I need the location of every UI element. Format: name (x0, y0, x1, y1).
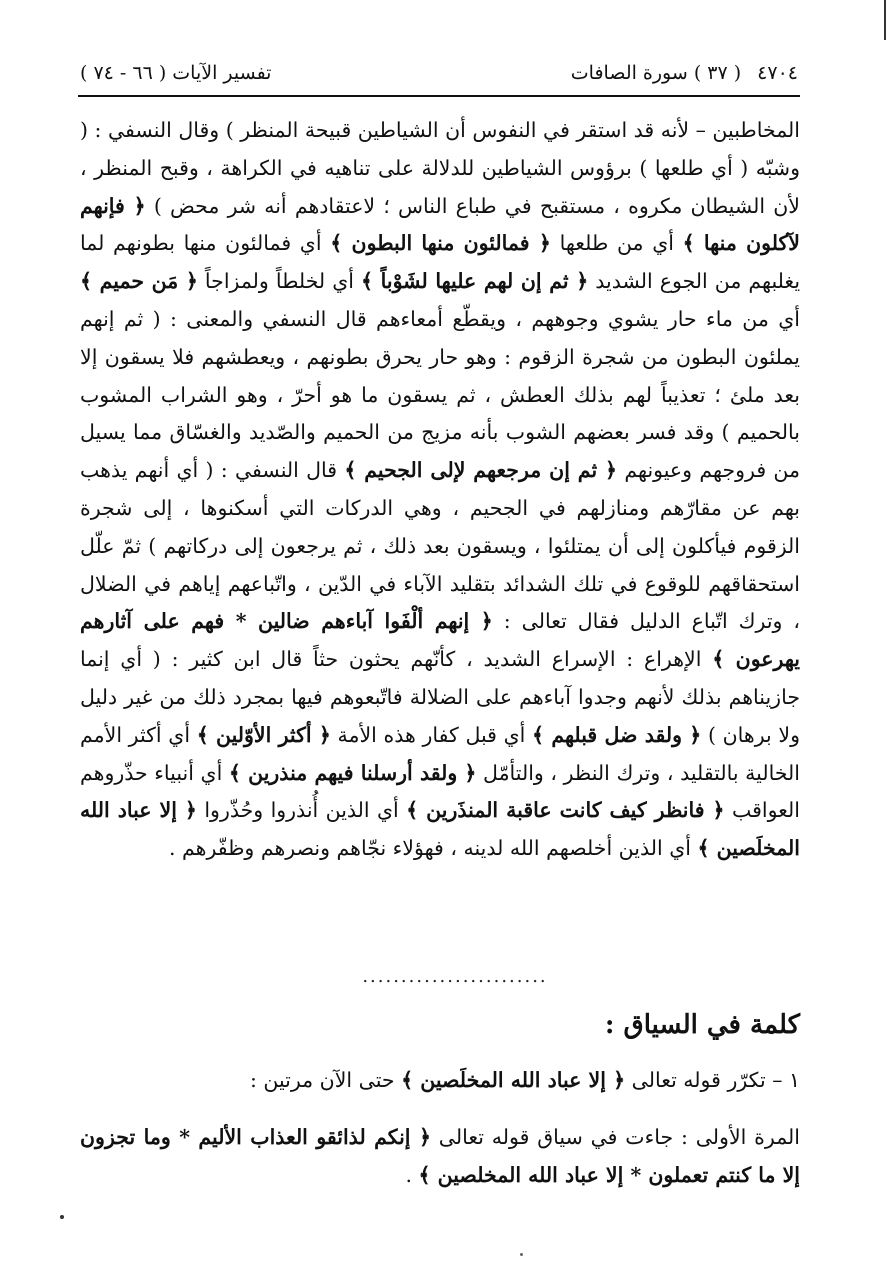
commentary-text: أي من ماء حار يشوي وجوههم ، ويقطّع أمعاءهم قال النسفي والمعنى : ( ثم إنهم يملئون البطون من شجرة الزقوم : وهو حار يحرق بطونهم ، ويعطشهم فلا يسقون إلا بعد ملئ ؛ تعذيباً لهم بذلك العطش ، ثم يسقون ما هو أحرّ ، وهو الشراب المشوب بالحميم ) وقد فسر بعضهم الشوب بأنه مزيج من الحميم والصّديد والغسّاق مما يسيل من فروجهم وعيونهم (80, 306, 800, 483)
commentary-text: أي قبل كفار هذه الأمة (330, 722, 533, 747)
item-verse: ﴿ إلا عباد الله المخلَصين ﴾ (401, 1068, 626, 1092)
bottom-dot (520, 1253, 523, 1256)
para-text-pre: المرة الأولى : جاءت في سياق قوله تعالى (430, 1125, 800, 1149)
page-header (80, 58, 798, 88)
page-edge-mark (884, 0, 886, 40)
quran-verse: ﴿ ثم إن لهم عليها لشَوْباً ﴾ (360, 269, 589, 294)
commentary-text: أي من طلعها (550, 231, 683, 256)
item-text-pre: تكرّر قوله تعالى (625, 1068, 773, 1092)
quran-verse: ﴿ ولقد أرسلنا فيهم منذرين ﴾ (228, 760, 477, 785)
commentary-text: أي لخلطاً ولمزاجاً (197, 269, 361, 294)
quran-verse: ﴿ فمالئون منها البطون ﴾ (330, 231, 551, 256)
first-occurrence-paragraph (80, 1118, 800, 1194)
quran-verse: ﴿ ولقد ضل قبلهم ﴾ (532, 722, 702, 747)
commentary-text: أي أنبياء حذّروهم العواقب (80, 760, 800, 823)
commentary-text: المخاطبين – لأنه قد استقر في النفوس أن الشياطين قبيحة المنظر ) وقال النسفي : ( وشبّه ( أي طلعها ) برؤوس الشياطين للدلالة على تناهيه في الكراهة ، وقبح المنظر ، لأن الشيطان مكروه ، مستقبح في طباع الناس ؛ لاعتقادهم أنه شر محض ) (80, 118, 800, 218)
commentary-text: أي الذين أُنذروا وحُذّروا (196, 798, 407, 823)
section-range: تفسير الآيات ( ٦٦ - ٧٤ ) (80, 62, 272, 84)
header-rule (78, 95, 800, 97)
section-title: كلمة في السياق : (604, 1010, 800, 1040)
commentary-text: الإهراع : الإسراع الشديد ، كأنّهم يحثون حثاً قال ابن كثير : ( أي إنما جازيناهم بذلك لأنهم وجدوا آباءهم على الضلالة فاتّبعوهم فيها بمجرد ذلك من غير دليل ولا برهان ) (80, 647, 800, 747)
quran-verse: ﴿ فانظر كيف كانت عاقبة المنذَرين ﴾ (406, 798, 725, 823)
item-number: ١ – (772, 1068, 800, 1092)
para-verse: ﴿ إنكم لذائقو العذاب الأليم * وما تجزون إلا ما كنتم تعملون * إلا عباد الله المخلصين ﴾ (80, 1125, 800, 1187)
page-number: ٤٧٠٤ (757, 62, 798, 84)
commentary-body (80, 112, 800, 868)
commentary-text: أي أكثر الأمم الخالية بالتقليد ، وترك النظر ، والتأمّل (80, 722, 801, 785)
commentary-text: أي فمالئون منها بطونهم لما يغلبهم من الجوع الشديد (80, 231, 801, 294)
item-text-post: حتى الآن مرتين : (249, 1068, 402, 1092)
quran-verse: ﴿ أكثر الأوّلين ﴾ (196, 722, 331, 747)
list-item-1 (80, 1068, 800, 1092)
quran-verse: ﴿ فإنهم لآكلون منها ﴾ (80, 193, 800, 256)
section-separator: ........................ (362, 966, 548, 987)
quran-verse: ﴿ ثم إن مرجعهم لإلى الجحيم ﴾ (344, 458, 618, 483)
quran-verse: ﴿ إلا عباد الله المخلَصين ﴾ (80, 798, 800, 861)
margin-dot (60, 1215, 64, 1219)
header-right-group (571, 62, 798, 84)
commentary-text: أي الذين أخلصهم الله لدينه ، فهؤلاء نجّاهم ونصرهم وظفّرهم . (168, 836, 698, 861)
para-text-post: . (405, 1163, 419, 1187)
quran-verse: ﴿ مَن حميم ﴾ (80, 269, 198, 294)
surah-name: ( ٣٧ ) سورة الصافات (570, 62, 742, 84)
commentary-text: قال النسفي : ( أي أنهم يذهب بهم عن مقارّهم ومنازلهم في الجحيم ، وهي الدركات التي أسكنوها ، إلى شجرة الزقوم فيأكلون إلى أن يمتلئوا ، ويسقون بعد ذلك ، ثم يرجعون إلى دركاتهم ) ثمّ علّل استحقاقهم للوقوع في تلك الشدائد بتقليد الآباء في الدّين ، واتّباعهم إياهم في الضلال ، وترك اتّباع الدليل فقال تعالى : (80, 458, 800, 634)
quran-verse: ﴿ إنهم ألْفَوا آباءهم ضالين * فهم على آثارهم يهرعون ﴾ (80, 609, 800, 672)
